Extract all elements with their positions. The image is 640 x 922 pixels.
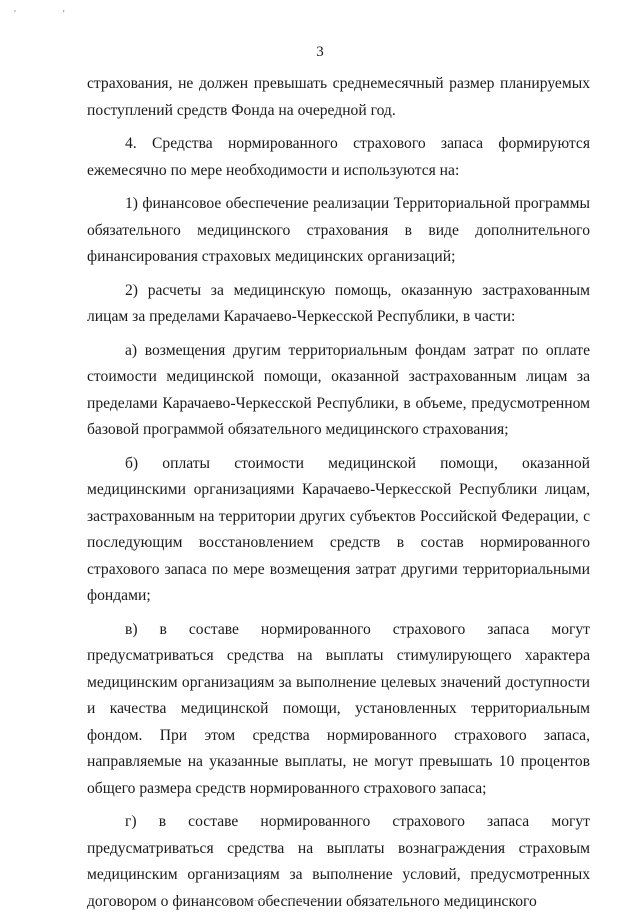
- paragraph-subitem-g: г) в составе нормированного страхового запаса могут предусматриваться средства на выплаты вознаграждения страховым медицинским организациям за выполнение условий, предусмотренных договором о финансовом обеспечении обязательного медицинского: [87, 813, 590, 910]
- paragraph-continuation: страхования, не должен превышать среднемесячный размер планируемых поступлений средств Фонда на очередной год.: [87, 75, 590, 119]
- scan-marks: ' ': [14, 8, 87, 20]
- scan-bottom-edge: [180, 900, 320, 901]
- paragraph-subitem-a: а) возмещения другим территориальным фондам затрат по оплате стоимости медицинской помощи, оказанной застрахованным лицам за пределами Карачаево-Черкесской Республики, в объеме, предусмотренном базовой программой обязательного медицинского страхования;: [87, 341, 590, 438]
- paragraph-subitem-b: б) оплаты стоимости медицинской помощи, оказанной медицинскими организациями Карачаево-Черкесской Республики лицам, застрахованным на территории других субъектов Российской Федерации, с последующим восстановлением средств в состав нормированного страхового запаса по мере возмещения затрат другими территориальными фондами;: [87, 454, 590, 604]
- page-number: 3: [316, 44, 324, 60]
- paragraph-subitem-v: в) в составе нормированного страхового запаса могут предусматриваться средства на выплаты стимулирующего характера медицинским организациям за выполнение целевых значений доступности и качества медицинской помощи, установленных территориальным фондом. При этом средства нормированного страхового запаса, направляемые на указанные выплаты, не могут превышать 10 процентов общего размера средств нормированного страхового запаса;: [87, 620, 590, 797]
- paragraph-item-4: 4. Средства нормированного страхового запаса формируются ежемесячно по мере необходимости и используются на:: [87, 135, 590, 179]
- document-body: [87, 71, 590, 922]
- paragraph-subitem-2: 2) расчеты за медицинскую помощь, оказанную застрахованным лицам за пределами Карачаево-Черкесской Республики, в части:: [87, 281, 590, 325]
- paragraph-subitem-1: 1) финансовое обеспечение реализации Территориальной программы обязательного медицинского страхования в виде дополнительного финансирования страховых медицинских организаций;: [87, 195, 590, 265]
